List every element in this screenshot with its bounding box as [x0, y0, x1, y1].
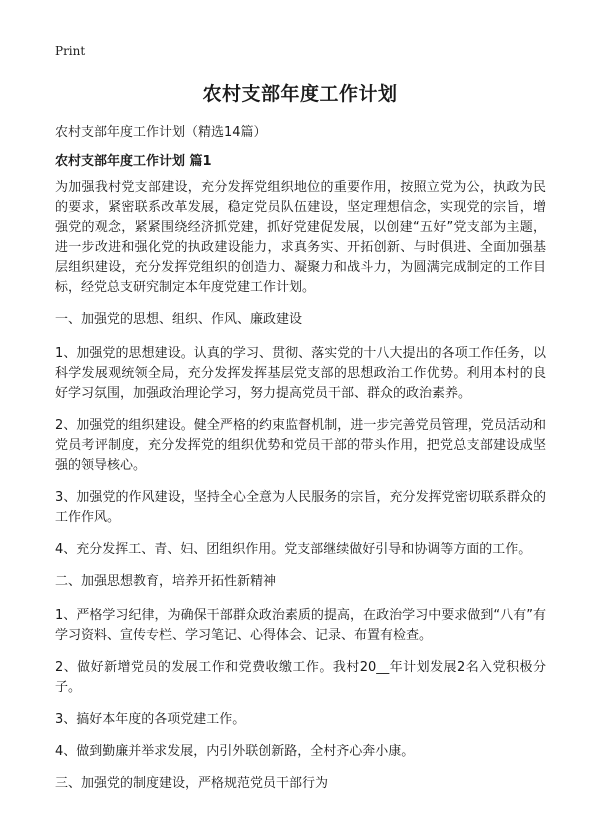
section-heading: 农村支部年度工作计划 篇1: [55, 154, 212, 169]
paragraph-intro: 为加强我村党支部建设，充分发挥党组织地位的重要作用，按照立党为公，执政为民的要求，紧密联系改革发展，稳定党员队伍建设，坚定理想信念，实现党的宗旨，增强党的观念，紧紧围绕经济抓党建，抓好党建促发展，以创建“五好”党支部为主题，进一步改进和强化党的执政建设能力，求真务实、开拓创新、与时俱进、全面加强基层组织建设，充分发挥党组织的创造力、凝聚力和战斗力，为圆满完成制定的工作目标，经党总支研究制定本年度党建工作计划。: [55, 180, 546, 295]
document-title: 农村支部年度工作计划: [202, 83, 398, 105]
heading-part-1: 一、加强党的思想、组织、作风、廉政建设: [55, 312, 303, 327]
paragraph-1-1: 1、加强党的思想建设。认真的学习、贯彻、落实党的十八大提出的各项工作任务，以科学发展观统领全局，充分发挥发挥基层党支部的思想政治工作优势。利用本村的良好学习氛围，加强政治理论学习，努力提高党员干部、群众的政治素养。: [55, 346, 546, 401]
document-subtitle: 农村支部年度工作计划（精选14篇）: [55, 125, 267, 140]
paragraph-2-4: 4、做到勤廉并举求发展，内引外联创新路，全村齐心奔小康。: [55, 744, 415, 759]
heading-part-3: 三、加强党的制度建设，严格规范党员干部行为: [55, 776, 329, 791]
heading-part-2: 二、加强思想教育，培养开拓性新精神: [55, 574, 277, 589]
paragraph-2-3: 3、搞好本年度的各项党建工作。: [55, 712, 246, 727]
paragraph-1-3: 3、加强党的作风建设，坚持全心全意为人民服务的宗旨，充分发挥党密切联系群众的工作作风。: [55, 490, 546, 525]
print-label[interactable]: Print: [55, 44, 86, 58]
paragraph-1-2: 2、加强党的组织建设。健全严格的约束监督机制，进一步完善党员管理，党员活动和党员考评制度，充分发挥党的组织优势和党员干部的带头作用，把党总支部建设成坚强的领导核心。: [55, 418, 546, 473]
paragraph-2-1: 1、严格学习纪律，为确保干部群众政治素质的提高，在政治学习中要求做到“八有”有学习资料、宣传专栏、学习笔记、心得体会、记录、布置有检查。: [55, 608, 546, 643]
document-body: [55, 178, 546, 808]
paragraph-2-2: 2、做好新增党员的发展工作和党费收缴工作。我村20__年计划发展2名入党积极分子。: [55, 660, 546, 695]
paragraph-1-4: 4、充分发挥工、青、妇、团组织作用。党支部继续做好引导和协调等方面的工作。: [55, 542, 532, 557]
